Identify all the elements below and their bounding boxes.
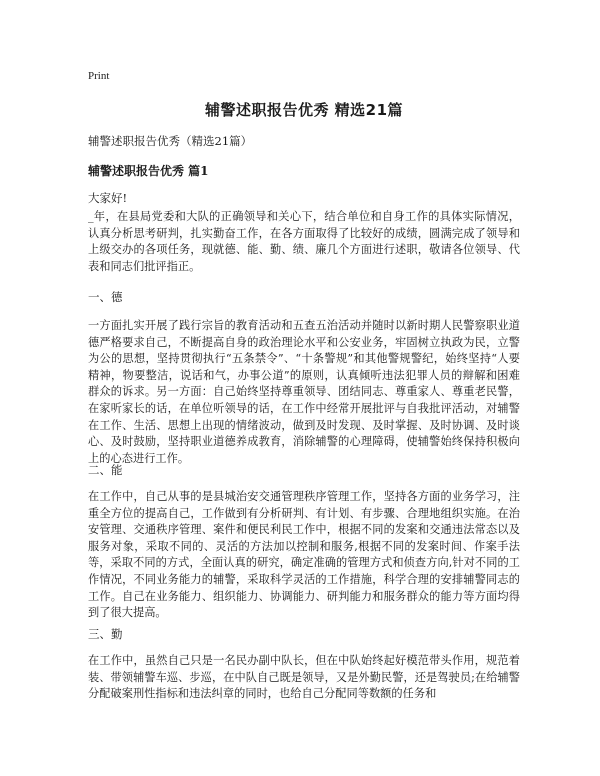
print-link[interactable]: Print: [88, 70, 110, 82]
paragraph-de: 一方面扎实开展了践行宗旨的教育活动和五查五治活动并随时以新时期人民警察职业道德严格要求自己，不断提高自身的政治理论水平和公安业务，牢固树立执政为民，立警为公的思想，坚持贯彻执行“五条禁令”、“十条警规”和其他警规警纪，始终坚持“人要精神，物要整洁，说话和气，办事公道”的原则，认真倾听违法犯罪人员的辩解和困难群众的诉求。另一方面：自己始终坚持尊重领导、团结同志、尊重家人、尊重老民警，在家听家长的话，在单位听领导的话，在工作中经常开展批评与自我批评活动，对辅警在工作、生活、思想上出现的情绪波动，做到及时发现、及时掌握、及时协调、及时谈心、及时鼓励，坚持职业道德养成教育，消除辅警的心理障碍，使辅警始终保持积极向上的心态进行工作。: [88, 319, 520, 465]
section-heading: 辅警述职报告优秀 篇1: [88, 164, 209, 178]
paragraph-neng: 在工作中，自己从事的是县城治安交通管理秩序管理工作，坚持各方面的业务学习，注重全方位的提高自己，工作做到有分析研判、有计划、有步骤、合理地组织实施。在治安管理、交通秩序管理、案件和便民利民工作中，根据不同的发案和交通违法常态以及服务对象，采取不同的、灵活的方法加以控制和服务,根据不同的发案时间、作案手法等，采取不同的方式，全面认真的研究，确定准确的管理方式和侦查方向,针对不同的工作情况，不同业务能力的辅警，采取科学灵活的工作措施，科学合理的安排辅警同志的工作。自己在业务能力、组织能力、协调能力、研判能力和服务群众的能力等方面均得到了很大提高。: [88, 490, 520, 620]
heading-qin: 三、勤: [88, 627, 123, 641]
heading-de: 一、德: [88, 290, 123, 304]
heading-neng: 二、能: [88, 463, 123, 477]
document-subtitle: 辅警述职报告优秀（精选21篇）: [88, 134, 253, 148]
document-title: 辅警述职报告优秀 精选21篇: [204, 101, 404, 119]
greeting-text: 大家好!: [88, 191, 128, 205]
paragraph-qin: 在工作中，虽然自己只是一名民办副中队长，但在中队始终起好模范带头作用，规范着装、带领辅警车巡、步巡，在中队自己既是领导，又是外勤民警，还是驾驶员;在给辅警分配破案刑性指标和违法纠章的同时，也给自己分配同等数额的任务和: [88, 654, 520, 701]
intro-paragraph: _年，在县局党委和大队的正确领导和关心下，结合单位和自身工作的具体实际情况，认真分析思考研判，扎实勤奋工作，在各方面取得了比较好的成绩，圆满完成了领导和上级交办的各项任务，现就德、能、勤、绩、廉几个方面进行述职，敬请各位领导、代表和同志们批评指正。: [88, 210, 520, 273]
